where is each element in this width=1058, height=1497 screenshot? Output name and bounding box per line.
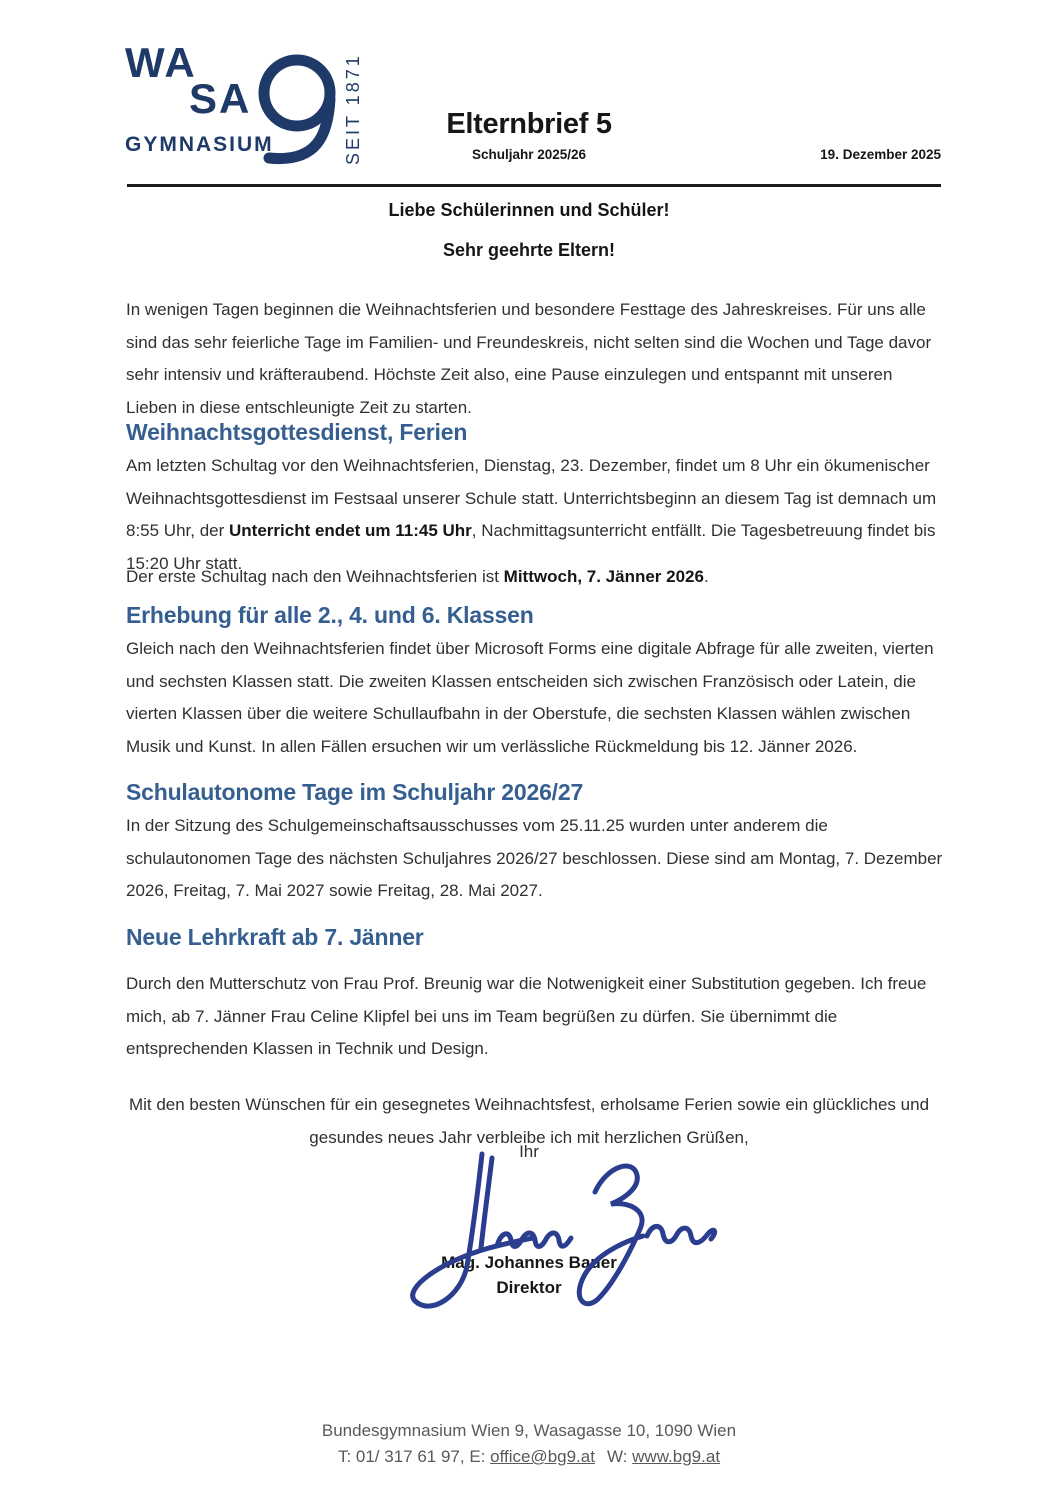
signer-name: Mag. Johannes Bauer [441, 1253, 617, 1272]
section-heading-neue-lehrkraft: Neue Lehrkraft ab 7. Jänner [126, 924, 424, 950]
handwritten-signature [385, 1150, 720, 1315]
section-lehrkraft-paragraph: Durch den Mutterschutz von Frau Prof. Breunig war die Notwenigkeit einer Substitution gegeben. Ich freue mich, ab 7. Jänner Frau Celine Klipfel bei uns im Team begrüßen zu dürfen. Sie übernimmt die entsprechenden Klassen in Technik und Design. [126, 974, 927, 1058]
email-link[interactable]: office@bg9.at [490, 1447, 595, 1466]
section-heading-erhebung: Erhebung für alle 2., 4. und 6. Klassen [126, 602, 534, 628]
header-divider [127, 184, 941, 187]
section-erhebung-paragraph: Gleich nach den Weihnachtsferien findet über Microsoft Forms eine digitale Abfrage für alle zweiten, vierten und sechsten Klassen statt. Die zweiten Klassen entscheiden sich zwischen Französisch oder Latein, die vierten Klassen über die weitere Schullaufbahn in der Oberstufe, die sechsten Klassen wählen zwischen Musik und Kunst. In allen Fällen ersuchen wir um verlässliche Rückmeldung bis 12. Jänner 2026. [126, 639, 934, 756]
text-run: Der erste Schultag nach den Weihnachtsferien ist [126, 567, 504, 586]
section-heading-gottesdienst: Weihnachtsgottesdienst, Ferien [126, 419, 468, 445]
page-title: Elternbrief 5 [446, 108, 612, 140]
intro-paragraph: In wenigen Tagen beginnen die Weihnachtsferien und besondere Festtage des Jahreskreises. Für uns alle sind das sehr feierliche Tage im Familien- und Freundeskreis, nicht selten sind die Wochen und Tage davor sehr intensiv und kräfteraubend. Höchste Zeit also, eine Pause einzulegen und entspannt mit unseren Lieben in diese entschleunigte Zeit zu starten. [126, 300, 932, 417]
salutation-text: Ihr [519, 1142, 539, 1161]
footer-contact [0, 1447, 1058, 1467]
school-year-subtitle: Schuljahr 2025/26 [471, 147, 587, 162]
greeting-parents: Sehr geehrte Eltern! [442, 240, 616, 260]
footer-contact-prefix: T: 01/ 317 61 97, E: [337, 1447, 491, 1466]
logo-word-line2: GYMNASIUM [125, 133, 274, 156]
footer-web-prefix: W: [606, 1447, 633, 1466]
text-run: Am letzten Schultag vor den Weihnachtsferien, Dienstag, 23. Dezember, findet um 8 Uhr ein ökumenischer Weihnachtsgottesdienst im Festsaal unserer Schule statt. Unterrichtsbeginn an diesem Tag ist demnach um 8:55 Uhr, der [126, 456, 937, 540]
section-heading-schulautonome-tage: Schulautonome Tage im Schuljahr 2026/27 [126, 779, 584, 805]
letter-date: 19. Dezember 2025 [820, 147, 941, 162]
header [0, 108, 1058, 141]
bold-run-unterricht-ende: Unterricht endet um 11:45 Uhr [229, 521, 472, 540]
logo-word-part2: SA [189, 75, 252, 122]
closing-paragraph: Mit den besten Wünschen für ein gesegnetes Weihnachtsfest, erholsame Ferien sowie ein glückliches und gesundes neues Jahr verbleibe ich mit herzlichen Grüßen, [128, 1095, 930, 1147]
text-run: . [703, 567, 709, 586]
logo-word-part1: WA [125, 39, 197, 86]
first-schoolday-paragraph [126, 561, 944, 594]
website-link[interactable]: www.bg9.at [632, 1447, 721, 1466]
footer-address: Bundesgymnasium Wien 9, Wasagasse 10, 1090 Wien [321, 1421, 737, 1440]
greeting-students: Liebe Schülerinnen und Schüler! [388, 200, 670, 220]
bold-run-first-schoolday: Mittwoch, 7. Jänner 2026 [503, 567, 704, 586]
signer-role: Direktor [496, 1278, 562, 1297]
section-schulautonome-paragraph: In der Sitzung des Schulgemeinschaftsausschusses vom 25.11.25 wurden unter anderem die schulautonomen Tage des nächsten Schuljahres 2026/27 beschlossen. Diese sind am Montag, 7. Dezember 2026, Freitag, 7. Mai 2027 sowie Freitag, 28. Mai 2027. [126, 816, 943, 900]
logo-since-text: SEIT 1871 [343, 53, 363, 165]
text-run: , Nachmittagsunterricht entfällt. Die Tagesbetreuung findet bis 15:20 Uhr statt. [126, 521, 936, 573]
